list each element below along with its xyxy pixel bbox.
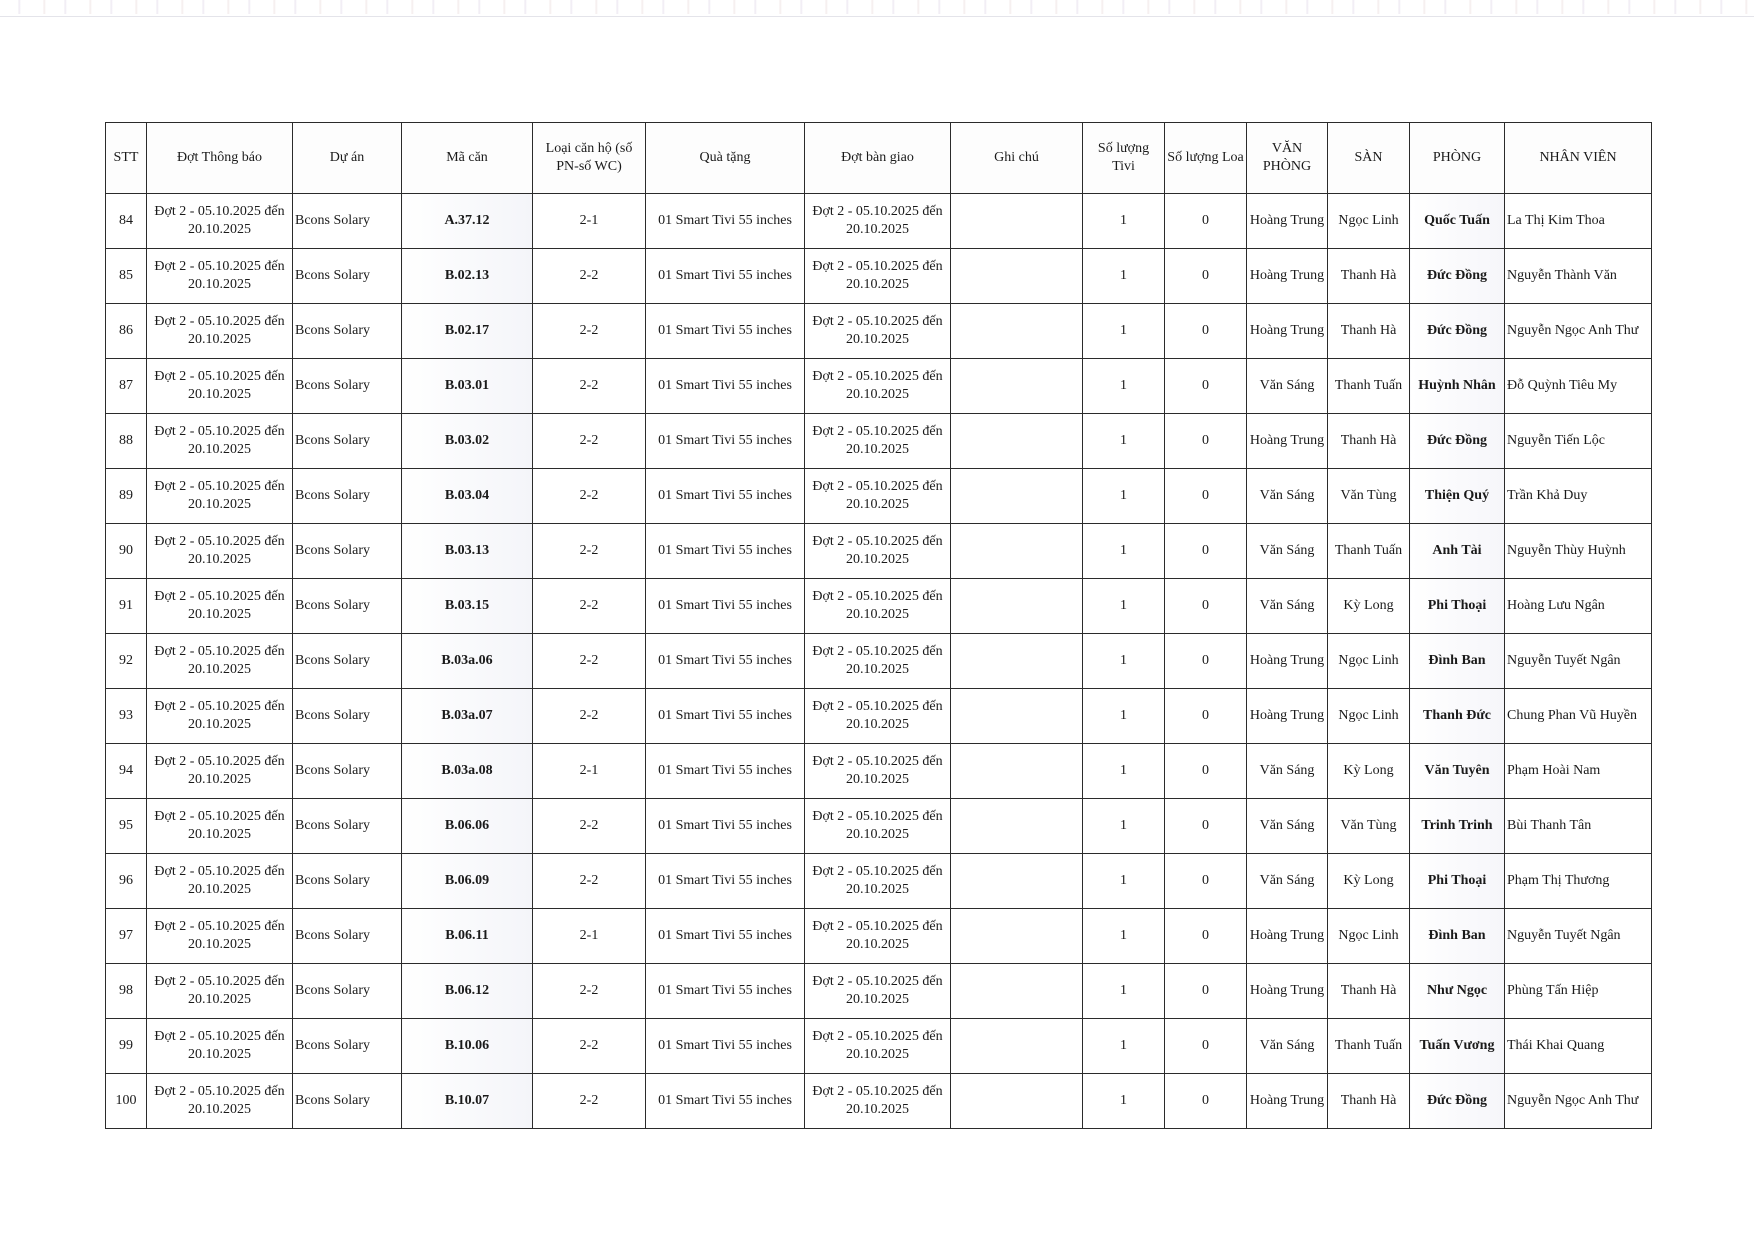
cell-san: Thanh Hà [1328, 249, 1410, 304]
cell-qua-tang: 01 Smart Tivi 55 inches [646, 1074, 805, 1129]
header-van-phong: VĂN PHÒNG [1247, 123, 1328, 194]
cell-dot-thong-bao: Đợt 2 - 05.10.2025 đến 20.10.2025 [147, 854, 293, 909]
cell-so-luong-loa: 0 [1165, 579, 1247, 634]
header-stt: STT [106, 123, 147, 194]
cell-ma-can: B.03.04 [402, 469, 533, 524]
cell-ghi-chu [951, 634, 1083, 689]
cell-dot-thong-bao: Đợt 2 - 05.10.2025 đến 20.10.2025 [147, 1019, 293, 1074]
cell-so-luong-tivi: 1 [1083, 579, 1165, 634]
cell-dot-ban-giao: Đợt 2 - 05.10.2025 đến 20.10.2025 [805, 524, 951, 579]
cell-loai-can-ho: 2-2 [533, 579, 646, 634]
cell-qua-tang: 01 Smart Tivi 55 inches [646, 304, 805, 359]
header-loai-can-ho: Loại căn hộ (số PN-số WC) [533, 123, 646, 194]
cell-ghi-chu [951, 689, 1083, 744]
cell-dot-ban-giao: Đợt 2 - 05.10.2025 đến 20.10.2025 [805, 469, 951, 524]
cell-so-luong-tivi: 1 [1083, 194, 1165, 249]
cell-dot-ban-giao: Đợt 2 - 05.10.2025 đến 20.10.2025 [805, 359, 951, 414]
cell-so-luong-tivi: 1 [1083, 964, 1165, 1019]
cell-qua-tang: 01 Smart Tivi 55 inches [646, 359, 805, 414]
cell-dot-ban-giao: Đợt 2 - 05.10.2025 đến 20.10.2025 [805, 909, 951, 964]
cell-so-luong-tivi: 1 [1083, 304, 1165, 359]
cell-loai-can-ho: 2-2 [533, 469, 646, 524]
cell-du-an: Bcons Solary [293, 799, 402, 854]
header-san: SÀN [1328, 123, 1410, 194]
table-row [106, 964, 1652, 1019]
cell-san: Thanh Tuấn [1328, 359, 1410, 414]
cell-du-an: Bcons Solary [293, 964, 402, 1019]
cell-ma-can: B.06.06 [402, 799, 533, 854]
cell-nhan-vien: Phạm Hoài Nam [1505, 744, 1652, 799]
scan-artifact-line [0, 16, 1754, 17]
cell-so-luong-loa: 0 [1165, 469, 1247, 524]
cell-van-phong: Hoàng Trung [1247, 194, 1328, 249]
table-row [106, 909, 1652, 964]
cell-ma-can: B.06.09 [402, 854, 533, 909]
cell-so-luong-tivi: 1 [1083, 524, 1165, 579]
cell-du-an: Bcons Solary [293, 524, 402, 579]
cell-dot-thong-bao: Đợt 2 - 05.10.2025 đến 20.10.2025 [147, 744, 293, 799]
cell-san: Kỳ Long [1328, 744, 1410, 799]
cell-dot-ban-giao: Đợt 2 - 05.10.2025 đến 20.10.2025 [805, 194, 951, 249]
table-row [106, 414, 1652, 469]
cell-so-luong-loa: 0 [1165, 964, 1247, 1019]
cell-phong: Đình Ban [1410, 909, 1505, 964]
cell-dot-ban-giao: Đợt 2 - 05.10.2025 đến 20.10.2025 [805, 854, 951, 909]
cell-so-luong-tivi: 1 [1083, 469, 1165, 524]
cell-phong: Đình Ban [1410, 634, 1505, 689]
cell-van-phong: Văn Sáng [1247, 799, 1328, 854]
cell-loai-can-ho: 2-2 [533, 964, 646, 1019]
cell-dot-ban-giao: Đợt 2 - 05.10.2025 đến 20.10.2025 [805, 249, 951, 304]
cell-du-an: Bcons Solary [293, 579, 402, 634]
cell-van-phong: Hoàng Trung [1247, 1074, 1328, 1129]
cell-stt: 95 [106, 799, 147, 854]
cell-stt: 86 [106, 304, 147, 359]
cell-du-an: Bcons Solary [293, 1019, 402, 1074]
cell-so-luong-tivi: 1 [1083, 799, 1165, 854]
cell-van-phong: Văn Sáng [1247, 1019, 1328, 1074]
cell-loai-can-ho: 2-2 [533, 854, 646, 909]
cell-van-phong: Văn Sáng [1247, 579, 1328, 634]
cell-ghi-chu [951, 579, 1083, 634]
cell-dot-ban-giao: Đợt 2 - 05.10.2025 đến 20.10.2025 [805, 634, 951, 689]
cell-nhan-vien: Bùi Thanh Tân [1505, 799, 1652, 854]
cell-so-luong-tivi: 1 [1083, 689, 1165, 744]
cell-ma-can: B.10.07 [402, 1074, 533, 1129]
table-row [106, 1019, 1652, 1074]
cell-nhan-vien: Nguyễn Tiến Lộc [1505, 414, 1652, 469]
header-nhan-vien: NHÂN VIÊN [1505, 123, 1652, 194]
cell-san: Văn Tùng [1328, 799, 1410, 854]
cell-phong: Thiện Quý [1410, 469, 1505, 524]
cell-san: Thanh Hà [1328, 964, 1410, 1019]
cell-du-an: Bcons Solary [293, 469, 402, 524]
cell-qua-tang: 01 Smart Tivi 55 inches [646, 1019, 805, 1074]
cell-qua-tang: 01 Smart Tivi 55 inches [646, 909, 805, 964]
handover-gift-table [105, 122, 1652, 1129]
cell-so-luong-loa: 0 [1165, 414, 1247, 469]
cell-ghi-chu [951, 964, 1083, 1019]
cell-san: Kỳ Long [1328, 854, 1410, 909]
scan-artifact-strip [0, 0, 1754, 14]
cell-stt: 88 [106, 414, 147, 469]
cell-phong: Phi Thoại [1410, 854, 1505, 909]
cell-stt: 89 [106, 469, 147, 524]
cell-nhan-vien: Đỗ Quỳnh Tiêu My [1505, 359, 1652, 414]
cell-du-an: Bcons Solary [293, 744, 402, 799]
cell-so-luong-tivi: 1 [1083, 359, 1165, 414]
cell-phong: Quốc Tuấn [1410, 194, 1505, 249]
cell-van-phong: Văn Sáng [1247, 524, 1328, 579]
cell-dot-thong-bao: Đợt 2 - 05.10.2025 đến 20.10.2025 [147, 249, 293, 304]
cell-san: Kỳ Long [1328, 579, 1410, 634]
cell-van-phong: Văn Sáng [1247, 854, 1328, 909]
cell-so-luong-loa: 0 [1165, 194, 1247, 249]
cell-dot-thong-bao: Đợt 2 - 05.10.2025 đến 20.10.2025 [147, 304, 293, 359]
cell-so-luong-loa: 0 [1165, 304, 1247, 359]
cell-stt: 97 [106, 909, 147, 964]
cell-nhan-vien: Chung Phan Vũ Huyền [1505, 689, 1652, 744]
cell-so-luong-loa: 0 [1165, 359, 1247, 414]
cell-van-phong: Hoàng Trung [1247, 964, 1328, 1019]
cell-van-phong: Hoàng Trung [1247, 249, 1328, 304]
cell-so-luong-loa: 0 [1165, 1074, 1247, 1129]
cell-phong: Đức Đồng [1410, 1074, 1505, 1129]
cell-loai-can-ho: 2-2 [533, 1019, 646, 1074]
cell-ghi-chu [951, 359, 1083, 414]
cell-dot-thong-bao: Đợt 2 - 05.10.2025 đến 20.10.2025 [147, 799, 293, 854]
cell-loai-can-ho: 2-1 [533, 744, 646, 799]
cell-nhan-vien: Nguyễn Ngọc Anh Thư [1505, 1074, 1652, 1129]
table-row [106, 249, 1652, 304]
cell-stt: 91 [106, 579, 147, 634]
cell-dot-thong-bao: Đợt 2 - 05.10.2025 đến 20.10.2025 [147, 689, 293, 744]
cell-dot-thong-bao: Đợt 2 - 05.10.2025 đến 20.10.2025 [147, 579, 293, 634]
cell-nhan-vien: Phạm Thị Thương [1505, 854, 1652, 909]
cell-dot-ban-giao: Đợt 2 - 05.10.2025 đến 20.10.2025 [805, 799, 951, 854]
table-row [106, 469, 1652, 524]
cell-stt: 94 [106, 744, 147, 799]
table-row [106, 359, 1652, 414]
cell-dot-ban-giao: Đợt 2 - 05.10.2025 đến 20.10.2025 [805, 1074, 951, 1129]
cell-qua-tang: 01 Smart Tivi 55 inches [646, 744, 805, 799]
cell-phong: Như Ngọc [1410, 964, 1505, 1019]
cell-du-an: Bcons Solary [293, 304, 402, 359]
cell-qua-tang: 01 Smart Tivi 55 inches [646, 689, 805, 744]
cell-nhan-vien: Phùng Tấn Hiệp [1505, 964, 1652, 1019]
cell-stt: 92 [106, 634, 147, 689]
table-row [106, 524, 1652, 579]
table-row [106, 304, 1652, 359]
table-body [106, 194, 1652, 1129]
cell-so-luong-tivi: 1 [1083, 634, 1165, 689]
cell-so-luong-tivi: 1 [1083, 414, 1165, 469]
cell-phong: Đức Đồng [1410, 414, 1505, 469]
cell-dot-ban-giao: Đợt 2 - 05.10.2025 đến 20.10.2025 [805, 414, 951, 469]
cell-san: Thanh Tuấn [1328, 1019, 1410, 1074]
cell-loai-can-ho: 2-2 [533, 414, 646, 469]
cell-van-phong: Văn Sáng [1247, 744, 1328, 799]
cell-ghi-chu [951, 249, 1083, 304]
header-so-luong-tivi: Số lượng Tivi [1083, 123, 1165, 194]
cell-dot-ban-giao: Đợt 2 - 05.10.2025 đến 20.10.2025 [805, 744, 951, 799]
header-ma-can: Mã căn [402, 123, 533, 194]
cell-dot-ban-giao: Đợt 2 - 05.10.2025 đến 20.10.2025 [805, 304, 951, 359]
cell-van-phong: Văn Sáng [1247, 359, 1328, 414]
cell-dot-thong-bao: Đợt 2 - 05.10.2025 đến 20.10.2025 [147, 359, 293, 414]
cell-phong: Huỳnh Nhân [1410, 359, 1505, 414]
cell-du-an: Bcons Solary [293, 414, 402, 469]
cell-stt: 90 [106, 524, 147, 579]
cell-dot-ban-giao: Đợt 2 - 05.10.2025 đến 20.10.2025 [805, 689, 951, 744]
cell-van-phong: Hoàng Trung [1247, 304, 1328, 359]
cell-ma-can: B.03.01 [402, 359, 533, 414]
cell-phong: Anh Tài [1410, 524, 1505, 579]
cell-so-luong-loa: 0 [1165, 1019, 1247, 1074]
cell-ghi-chu [951, 524, 1083, 579]
cell-ghi-chu [951, 854, 1083, 909]
cell-van-phong: Hoàng Trung [1247, 689, 1328, 744]
cell-dot-thong-bao: Đợt 2 - 05.10.2025 đến 20.10.2025 [147, 1074, 293, 1129]
cell-du-an: Bcons Solary [293, 854, 402, 909]
cell-qua-tang: 01 Smart Tivi 55 inches [646, 964, 805, 1019]
cell-so-luong-loa: 0 [1165, 854, 1247, 909]
cell-phong: Tuấn Vương [1410, 1019, 1505, 1074]
cell-ma-can: B.02.17 [402, 304, 533, 359]
cell-loai-can-ho: 2-2 [533, 634, 646, 689]
cell-qua-tang: 01 Smart Tivi 55 inches [646, 634, 805, 689]
cell-san: Ngọc Linh [1328, 909, 1410, 964]
cell-ghi-chu [951, 744, 1083, 799]
cell-ghi-chu [951, 1074, 1083, 1129]
cell-ma-can: B.03.13 [402, 524, 533, 579]
cell-so-luong-loa: 0 [1165, 799, 1247, 854]
cell-loai-can-ho: 2-2 [533, 1074, 646, 1129]
cell-ma-can: B.03a.07 [402, 689, 533, 744]
table-row [106, 194, 1652, 249]
cell-qua-tang: 01 Smart Tivi 55 inches [646, 469, 805, 524]
cell-loai-can-ho: 2-2 [533, 689, 646, 744]
cell-phong: Trinh Trinh [1410, 799, 1505, 854]
cell-dot-thong-bao: Đợt 2 - 05.10.2025 đến 20.10.2025 [147, 414, 293, 469]
header-du-an: Dự án [293, 123, 402, 194]
cell-nhan-vien: Nguyễn Tuyết Ngân [1505, 634, 1652, 689]
cell-loai-can-ho: 2-2 [533, 799, 646, 854]
cell-qua-tang: 01 Smart Tivi 55 inches [646, 194, 805, 249]
cell-loai-can-ho: 2-2 [533, 249, 646, 304]
cell-san: Thanh Tuấn [1328, 524, 1410, 579]
cell-so-luong-tivi: 1 [1083, 1019, 1165, 1074]
cell-du-an: Bcons Solary [293, 1074, 402, 1129]
cell-dot-ban-giao: Đợt 2 - 05.10.2025 đến 20.10.2025 [805, 964, 951, 1019]
cell-dot-thong-bao: Đợt 2 - 05.10.2025 đến 20.10.2025 [147, 964, 293, 1019]
cell-ma-can: B.02.13 [402, 249, 533, 304]
cell-dot-thong-bao: Đợt 2 - 05.10.2025 đến 20.10.2025 [147, 194, 293, 249]
cell-stt: 84 [106, 194, 147, 249]
cell-phong: Văn Tuyên [1410, 744, 1505, 799]
header-dot-thong-bao: Đợt Thông báo [147, 123, 293, 194]
cell-van-phong: Hoàng Trung [1247, 909, 1328, 964]
cell-van-phong: Văn Sáng [1247, 469, 1328, 524]
cell-ma-can: B.03.02 [402, 414, 533, 469]
cell-ghi-chu [951, 1019, 1083, 1074]
cell-ma-can: B.06.12 [402, 964, 533, 1019]
cell-ghi-chu [951, 799, 1083, 854]
table-row [106, 854, 1652, 909]
cell-ghi-chu [951, 469, 1083, 524]
cell-san: Văn Tùng [1328, 469, 1410, 524]
cell-ghi-chu [951, 414, 1083, 469]
cell-san: Ngọc Linh [1328, 689, 1410, 744]
cell-du-an: Bcons Solary [293, 249, 402, 304]
cell-so-luong-loa: 0 [1165, 249, 1247, 304]
cell-qua-tang: 01 Smart Tivi 55 inches [646, 799, 805, 854]
cell-dot-thong-bao: Đợt 2 - 05.10.2025 đến 20.10.2025 [147, 909, 293, 964]
cell-dot-thong-bao: Đợt 2 - 05.10.2025 đến 20.10.2025 [147, 524, 293, 579]
cell-so-luong-tivi: 1 [1083, 909, 1165, 964]
cell-van-phong: Hoàng Trung [1247, 414, 1328, 469]
cell-stt: 96 [106, 854, 147, 909]
cell-nhan-vien: Nguyễn Thùy Huỳnh [1505, 524, 1652, 579]
cell-nhan-vien: Nguyễn Ngọc Anh Thư [1505, 304, 1652, 359]
cell-du-an: Bcons Solary [293, 689, 402, 744]
table-header-row [106, 123, 1652, 194]
header-dot-ban-giao: Đợt bàn giao [805, 123, 951, 194]
cell-nhan-vien: Hoàng Lưu Ngân [1505, 579, 1652, 634]
cell-san: Ngọc Linh [1328, 634, 1410, 689]
cell-qua-tang: 01 Smart Tivi 55 inches [646, 579, 805, 634]
cell-ghi-chu [951, 909, 1083, 964]
table-row [106, 799, 1652, 854]
cell-loai-can-ho: 2-2 [533, 359, 646, 414]
cell-phong: Đức Đồng [1410, 304, 1505, 359]
cell-ma-can: B.03a.08 [402, 744, 533, 799]
cell-san: Ngọc Linh [1328, 194, 1410, 249]
cell-van-phong: Hoàng Trung [1247, 634, 1328, 689]
table-row [106, 689, 1652, 744]
cell-nhan-vien: Nguyễn Thành Văn [1505, 249, 1652, 304]
cell-phong: Phi Thoại [1410, 579, 1505, 634]
header-qua-tang: Quà tặng [646, 123, 805, 194]
cell-san: Thanh Hà [1328, 304, 1410, 359]
cell-dot-thong-bao: Đợt 2 - 05.10.2025 đến 20.10.2025 [147, 469, 293, 524]
cell-so-luong-tivi: 1 [1083, 1074, 1165, 1129]
cell-phong: Thanh Đức [1410, 689, 1505, 744]
header-ghi-chu: Ghi chú [951, 123, 1083, 194]
cell-ma-can: B.10.06 [402, 1019, 533, 1074]
cell-stt: 99 [106, 1019, 147, 1074]
cell-du-an: Bcons Solary [293, 634, 402, 689]
cell-san: Thanh Hà [1328, 1074, 1410, 1129]
cell-dot-ban-giao: Đợt 2 - 05.10.2025 đến 20.10.2025 [805, 1019, 951, 1074]
cell-nhan-vien: La Thị Kim Thoa [1505, 194, 1652, 249]
cell-nhan-vien: Nguyễn Tuyết Ngân [1505, 909, 1652, 964]
table-row [106, 579, 1652, 634]
cell-ma-can: B.03a.06 [402, 634, 533, 689]
cell-nhan-vien: Trần Khả Duy [1505, 469, 1652, 524]
cell-so-luong-loa: 0 [1165, 909, 1247, 964]
cell-stt: 93 [106, 689, 147, 744]
cell-stt: 98 [106, 964, 147, 1019]
cell-loai-can-ho: 2-2 [533, 524, 646, 579]
cell-so-luong-tivi: 1 [1083, 744, 1165, 799]
cell-so-luong-loa: 0 [1165, 689, 1247, 744]
table-row [106, 1074, 1652, 1129]
cell-du-an: Bcons Solary [293, 909, 402, 964]
cell-du-an: Bcons Solary [293, 194, 402, 249]
cell-so-luong-loa: 0 [1165, 744, 1247, 799]
cell-stt: 100 [106, 1074, 147, 1129]
cell-dot-thong-bao: Đợt 2 - 05.10.2025 đến 20.10.2025 [147, 634, 293, 689]
cell-qua-tang: 01 Smart Tivi 55 inches [646, 524, 805, 579]
cell-stt: 85 [106, 249, 147, 304]
cell-nhan-vien: Thái Khai Quang [1505, 1019, 1652, 1074]
cell-so-luong-tivi: 1 [1083, 249, 1165, 304]
cell-dot-ban-giao: Đợt 2 - 05.10.2025 đến 20.10.2025 [805, 579, 951, 634]
cell-san: Thanh Hà [1328, 414, 1410, 469]
cell-ma-can: A.37.12 [402, 194, 533, 249]
header-so-luong-loa: Số lượng Loa [1165, 123, 1247, 194]
cell-qua-tang: 01 Smart Tivi 55 inches [646, 854, 805, 909]
cell-qua-tang: 01 Smart Tivi 55 inches [646, 414, 805, 469]
cell-loai-can-ho: 2-2 [533, 304, 646, 359]
cell-ma-can: B.03.15 [402, 579, 533, 634]
table-row [106, 634, 1652, 689]
cell-qua-tang: 01 Smart Tivi 55 inches [646, 249, 805, 304]
cell-so-luong-tivi: 1 [1083, 854, 1165, 909]
header-phong: PHÒNG [1410, 123, 1505, 194]
cell-ghi-chu [951, 194, 1083, 249]
cell-ma-can: B.06.11 [402, 909, 533, 964]
cell-loai-can-ho: 2-1 [533, 909, 646, 964]
cell-phong: Đức Đồng [1410, 249, 1505, 304]
cell-ghi-chu [951, 304, 1083, 359]
cell-stt: 87 [106, 359, 147, 414]
cell-loai-can-ho: 2-1 [533, 194, 646, 249]
table-row [106, 744, 1652, 799]
cell-so-luong-loa: 0 [1165, 634, 1247, 689]
cell-so-luong-loa: 0 [1165, 524, 1247, 579]
cell-du-an: Bcons Solary [293, 359, 402, 414]
